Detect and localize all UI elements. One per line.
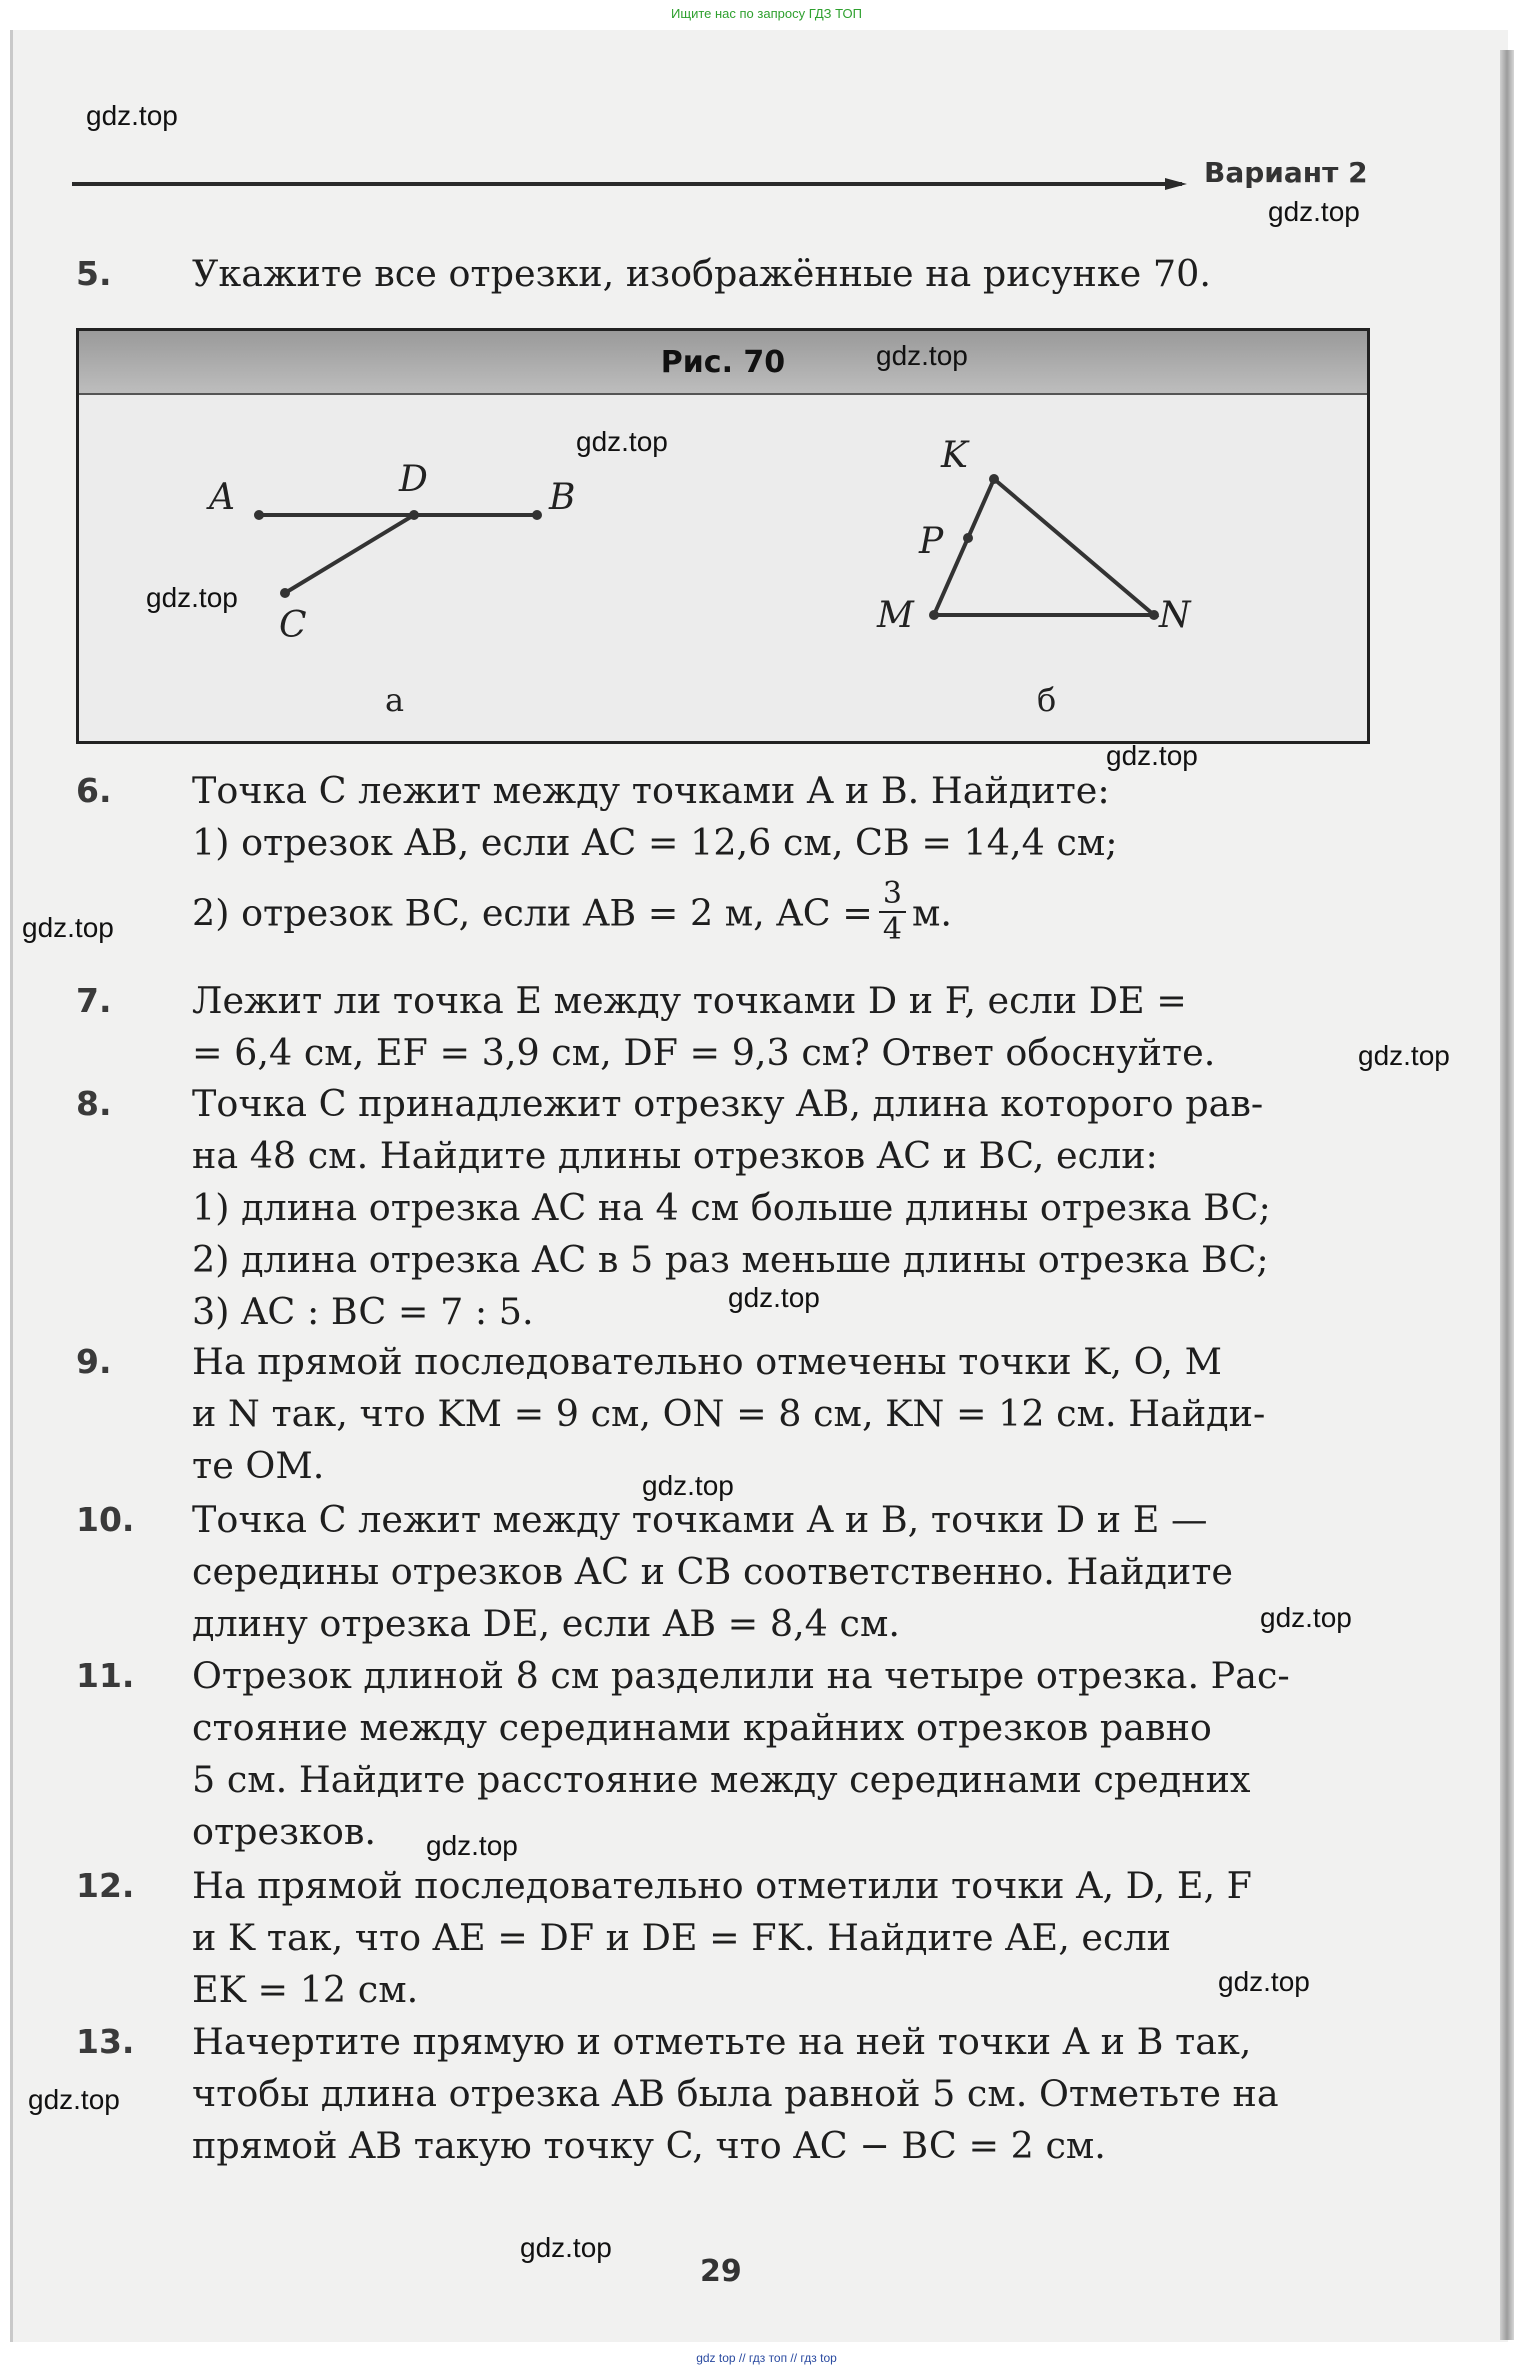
watermark: gdz.top bbox=[520, 2232, 612, 2263]
task-line-part: 2) отрезок BC, если AB = 2 м, AC = bbox=[192, 891, 873, 935]
task-line: 1) длина отрезка AC на 4 см больше длины отрезка BC; bbox=[192, 1186, 1271, 1229]
watermark: gdz.top bbox=[1218, 1966, 1310, 1997]
task-line: На прямой последовательно отмечены точки K, O, M bbox=[192, 1340, 1223, 1383]
caption-b: б bbox=[1037, 681, 1057, 719]
task-line: EK = 12 см. bbox=[192, 1968, 419, 2011]
label-n: N bbox=[1159, 595, 1191, 636]
point-b bbox=[532, 510, 542, 520]
task-line: те OM. bbox=[192, 1444, 325, 1487]
watermark: gdz.top bbox=[28, 2084, 120, 2115]
label-c: C bbox=[279, 605, 307, 646]
watermark: gdz.top bbox=[728, 1282, 820, 1313]
task-line-with-fraction bbox=[192, 876, 1364, 951]
variant-label: Вариант 2 bbox=[1204, 156, 1368, 189]
task-number: 5. bbox=[76, 254, 112, 293]
task-line: отрезков. bbox=[192, 1810, 376, 1853]
task-line: Укажите все отрезки, изображённые на рисунке 70. bbox=[192, 252, 1211, 295]
point-a bbox=[254, 510, 264, 520]
task-number: 11. bbox=[76, 1656, 135, 1695]
point-m bbox=[929, 610, 939, 620]
watermark: gdz.top bbox=[146, 582, 238, 613]
point-n bbox=[1149, 610, 1159, 620]
top-banner: Ищите нас по запросу ГДЗ ТОП bbox=[671, 6, 862, 21]
point-d bbox=[409, 510, 419, 520]
watermark: gdz.top bbox=[642, 1470, 734, 1501]
task-line: 1) отрезок AB, если AC = 12,6 см, CB = 14,4 см; bbox=[192, 821, 1118, 864]
watermark: gdz.top bbox=[1106, 740, 1198, 771]
figure-title: Рис. 70 bbox=[660, 345, 786, 380]
figure-part-b bbox=[876, 435, 1192, 719]
task-line: и K так, что AE = DF и DE = FK. Найдите AE, если bbox=[192, 1916, 1171, 1959]
task-line: = 6,4 см, EF = 3,9 см, DF = 9,3 см? Ответ обоснуйте. bbox=[192, 1031, 1216, 1074]
task-text bbox=[192, 975, 1364, 1079]
point-p bbox=[963, 533, 973, 543]
segment-dc bbox=[285, 515, 414, 593]
task-text bbox=[192, 2016, 1364, 2172]
figure-part-a bbox=[206, 459, 575, 719]
triangle-kmn bbox=[934, 479, 1154, 615]
task-text bbox=[192, 765, 1364, 951]
label-d: D bbox=[399, 459, 428, 500]
label-m: M bbox=[877, 595, 914, 636]
task-line: середины отрезков AC и CB соответственно. Найдите bbox=[192, 1550, 1233, 1593]
fraction bbox=[879, 877, 906, 947]
task-line: и N так, что KM = 9 см, ON = 8 см, KN = 12 см. Найди- bbox=[192, 1392, 1266, 1435]
task-line: На прямой последовательно отметили точки A, D, E, F bbox=[192, 1864, 1252, 1907]
task-line: Точка C лежит между точками A и B, точки D и E — bbox=[192, 1498, 1208, 1541]
label-p: P bbox=[919, 521, 944, 562]
label-b: B bbox=[549, 477, 576, 518]
task-number: 10. bbox=[76, 1500, 135, 1539]
label-a: A bbox=[209, 477, 235, 518]
task-line-part: м. bbox=[911, 891, 952, 935]
task-number: 9. bbox=[76, 1342, 112, 1381]
page-number: 29 bbox=[700, 2254, 742, 2289]
header-rule bbox=[72, 182, 1182, 186]
watermark: gdz.top bbox=[576, 426, 668, 457]
caption-a: а bbox=[385, 681, 405, 719]
page-edge-shadow bbox=[1500, 50, 1514, 2340]
task-line: прямой AB такую точку C, что AC − BC = 2 см. bbox=[192, 2124, 1106, 2167]
watermark: gdz.top bbox=[22, 912, 114, 943]
point-k bbox=[989, 474, 999, 484]
task-number: 8. bbox=[76, 1084, 112, 1123]
figure-70 bbox=[76, 328, 1370, 744]
task-line: 5 см. Найдите расстояние между серединами средних bbox=[192, 1758, 1251, 1801]
task-number: 7. bbox=[76, 981, 112, 1020]
watermark: gdz.top bbox=[1260, 1602, 1352, 1633]
task-number: 6. bbox=[76, 771, 112, 810]
task-text bbox=[192, 1494, 1364, 1650]
watermark: gdz.top bbox=[86, 100, 178, 131]
task-number: 13. bbox=[76, 2022, 135, 2061]
watermark: gdz.top bbox=[876, 340, 968, 371]
watermark: gdz.top bbox=[1268, 196, 1360, 227]
task-line: 2) длина отрезка AC в 5 раз меньше длины отрезка BC; bbox=[192, 1238, 1269, 1281]
watermark: gdz.top bbox=[426, 1830, 518, 1861]
figure-drawing bbox=[79, 331, 1367, 741]
task-line: Точка C принадлежит отрезку AB, длина которого рав- bbox=[192, 1082, 1264, 1125]
task-text bbox=[192, 248, 1364, 300]
bottom-banner: gdz top // гдз топ // гдз top bbox=[696, 2351, 837, 2365]
task-text bbox=[192, 1860, 1364, 2016]
task-text bbox=[192, 1650, 1364, 1858]
task-line: Отрезок длиной 8 см разделили на четыре отрезка. Рас- bbox=[192, 1654, 1290, 1697]
task-text bbox=[192, 1336, 1364, 1492]
task-line: Лежит ли точка E между точками D и F, если DE = bbox=[192, 979, 1187, 1022]
task-line: длину отрезка DE, если AB = 8,4 см. bbox=[192, 1602, 900, 1645]
task-line: Точка C лежит между точками A и B. Найдите: bbox=[192, 769, 1110, 812]
task-line: чтобы длина отрезка AB была равной 5 см. Отметьте на bbox=[192, 2072, 1279, 2115]
watermark: gdz.top bbox=[1358, 1040, 1450, 1071]
task-line: на 48 см. Найдите длины отрезков AC и BC, если: bbox=[192, 1134, 1158, 1177]
point-c bbox=[280, 588, 290, 598]
task-number: 12. bbox=[76, 1866, 135, 1905]
task-line: Начертите прямую и отметьте на ней точки A и B так, bbox=[192, 2020, 1252, 2063]
task-line: 3) AC : BC = 7 : 5. bbox=[192, 1290, 534, 1333]
task-line: стояние между серединами крайних отрезков равно bbox=[192, 1706, 1212, 1749]
fraction-denominator: 4 bbox=[882, 912, 902, 947]
label-k: K bbox=[941, 435, 968, 476]
fraction-numerator: 3 bbox=[879, 877, 906, 913]
